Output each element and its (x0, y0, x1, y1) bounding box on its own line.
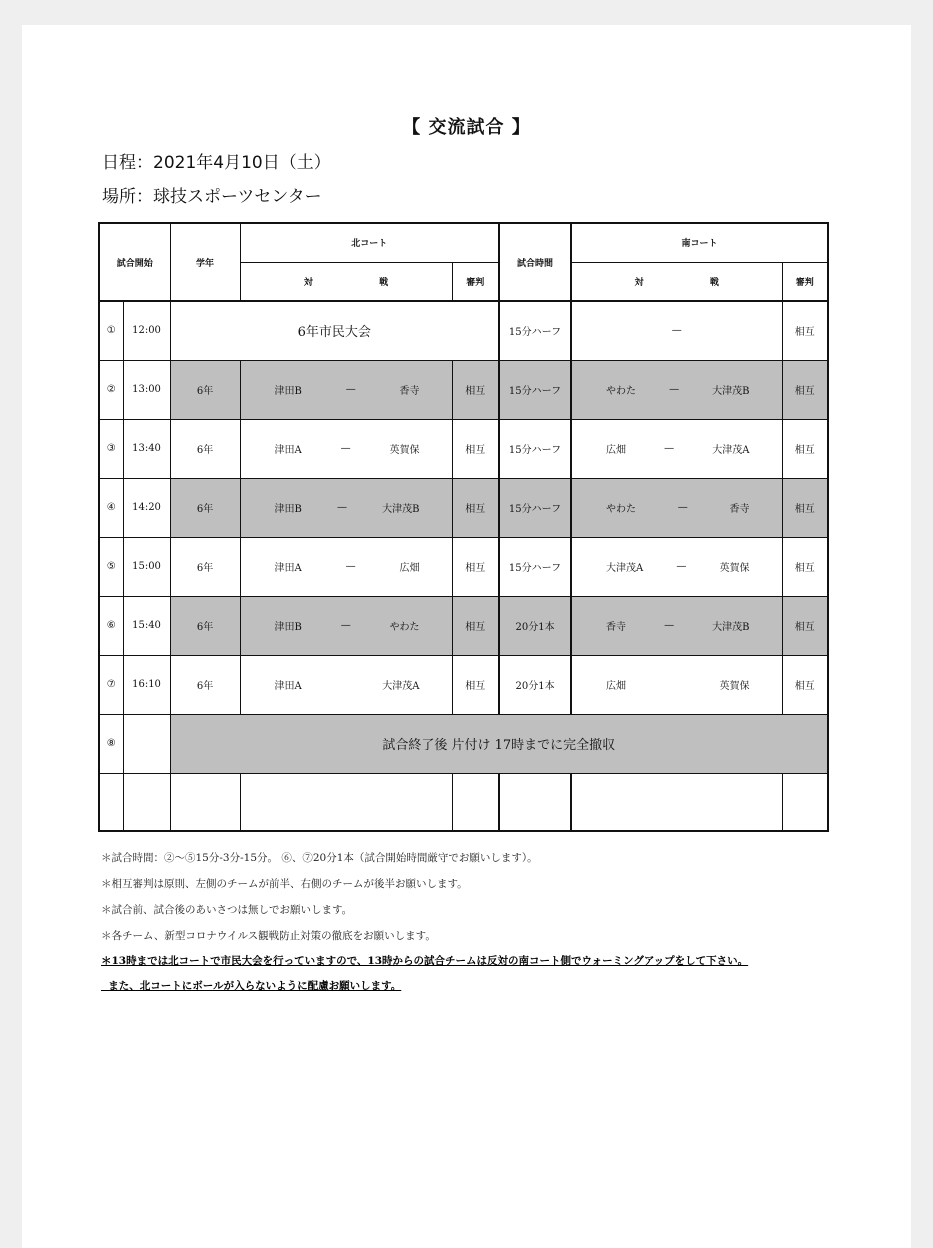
header-grade: 学年 (170, 223, 240, 301)
south-separator: — (669, 384, 680, 395)
empty-cell (782, 773, 828, 831)
north-team-b: 英賀保 (389, 445, 420, 456)
north-event: 6年市民大会 (170, 301, 499, 360)
row-grade: 6年 (170, 419, 240, 478)
row-number: ⑥ (99, 596, 123, 655)
table-row (99, 301, 828, 360)
north-team-b: 大津茂A (382, 681, 420, 692)
empty-cell (571, 773, 782, 831)
south-referee: 相互 (782, 301, 828, 360)
south-matchup (571, 596, 782, 655)
south-team-a: 広畑 (606, 445, 627, 456)
header-north-court: 北コート (240, 223, 499, 262)
south-referee: 相互 (782, 537, 828, 596)
south-team-b: 大津茂A (712, 445, 750, 456)
table-row (99, 478, 828, 537)
north-separator: — (345, 384, 356, 395)
north-referee: 相互 (452, 596, 499, 655)
row-duration: 15分ハーフ (499, 537, 571, 596)
note-referee: ＊相互審判は原則、左側のチームが前半、右側のチームが後半お願いします。 (101, 878, 468, 890)
schedule-table (98, 222, 829, 832)
row-grade: 6年 (170, 537, 240, 596)
north-team-a: 津田A (274, 445, 302, 456)
south-referee: 相互 (782, 419, 828, 478)
header-north-matchup (240, 262, 452, 301)
north-referee: 相互 (452, 655, 499, 714)
north-separator: — (345, 561, 356, 572)
row-number: ② (99, 360, 123, 419)
table-row (99, 714, 828, 773)
table-row (99, 537, 828, 596)
row-grade: 6年 (170, 360, 240, 419)
row-grade: 6年 (170, 478, 240, 537)
row-duration: 20分1本 (499, 596, 571, 655)
south-event: — (571, 301, 782, 360)
south-matchup (571, 360, 782, 419)
south-team-a: 広畑 (606, 681, 627, 692)
table-row (99, 655, 828, 714)
north-separator: — (340, 620, 351, 631)
cleanup-notice: 試合終了後 片付け 17時までに完全撤収 (170, 714, 828, 773)
south-team-b: 英賀保 (719, 681, 750, 692)
north-team-a: 津田B (274, 504, 302, 515)
header-south-matchup (571, 262, 782, 301)
table-row (99, 596, 828, 655)
note-covid: ＊各チーム、新型コロナウイルス観戦防止対策の徹底をお願いします。 (101, 930, 436, 942)
row-number: ④ (99, 478, 123, 537)
north-matchup (240, 596, 452, 655)
south-separator: — (677, 502, 688, 513)
row-duration: 15分ハーフ (499, 478, 571, 537)
header-vs: 対 (303, 277, 313, 288)
north-referee: 相互 (452, 537, 499, 596)
row-duration: 15分ハーフ (499, 301, 571, 360)
row-number: ⑤ (99, 537, 123, 596)
row-number: ⑦ (99, 655, 123, 714)
north-separator: — (337, 502, 348, 513)
north-matchup (240, 655, 452, 714)
row-time: 15:40 (123, 596, 170, 655)
header-north-referee: 審判 (452, 262, 499, 301)
table-row (99, 360, 828, 419)
row-time (123, 714, 170, 773)
row-time: 15:00 (123, 537, 170, 596)
south-separator: — (664, 620, 675, 631)
row-time: 14:20 (123, 478, 170, 537)
row-number: ① (99, 301, 123, 360)
south-team-b: 大津茂B (712, 622, 750, 633)
empty-cell (499, 773, 571, 831)
south-team-b: 英賀保 (719, 563, 750, 574)
north-separator: — (340, 443, 351, 454)
north-team-b: 香寺 (399, 386, 420, 397)
row-grade: 6年 (170, 596, 240, 655)
row-time: 12:00 (123, 301, 170, 360)
north-referee: 相互 (452, 478, 499, 537)
row-time: 13:00 (123, 360, 170, 419)
empty-cell (123, 773, 170, 831)
row-number: ⑧ (99, 714, 123, 773)
header-match-time: 試合時間 (499, 223, 571, 301)
south-team-b: 香寺 (729, 504, 750, 515)
north-matchup (240, 478, 452, 537)
south-team-a: 大津茂A (606, 563, 644, 574)
south-referee: 相互 (782, 478, 828, 537)
north-team-a: 津田A (274, 563, 302, 574)
south-referee: 相互 (782, 655, 828, 714)
empty-cell (452, 773, 499, 831)
empty-cell (170, 773, 240, 831)
header-vs: 対 (634, 277, 644, 288)
north-matchup (240, 419, 452, 478)
south-team-a: やわた (606, 386, 637, 397)
row-duration: 15分ハーフ (499, 419, 571, 478)
note-match-time: ＊試合時間：②～⑤15分-3分-15分。 ⑥、⑦20分1本（試合開始時間厳守でお願いします）。 (101, 852, 538, 864)
empty-cell (240, 773, 452, 831)
south-separator: — (664, 443, 675, 454)
table-row (99, 773, 828, 831)
south-team-a: 香寺 (606, 622, 627, 633)
north-team-a: 津田B (274, 386, 302, 397)
header-battle: 戦 (709, 277, 719, 288)
table-row (99, 419, 828, 478)
south-matchup (571, 419, 782, 478)
header-start: 試合開始 (99, 223, 170, 301)
event-place: 場所：球技スポーツセンター (102, 187, 322, 207)
row-duration: 20分1本 (499, 655, 571, 714)
row-duration: 15分ハーフ (499, 360, 571, 419)
north-team-b: 広畑 (399, 563, 420, 574)
south-referee: 相互 (782, 360, 828, 419)
note-greetings: ＊試合前、試合後のあいさつは無しでお願いします。 (101, 904, 353, 916)
south-separator: — (676, 561, 687, 572)
header-battle: 戦 (379, 277, 389, 288)
north-team-a: 津田B (274, 622, 302, 633)
header-south-referee: 審判 (782, 262, 828, 301)
south-team-a: やわた (606, 504, 637, 515)
header-south-court: 南コート (571, 223, 828, 262)
row-time: 13:40 (123, 419, 170, 478)
north-matchup (240, 537, 452, 596)
north-matchup (240, 360, 452, 419)
row-time: 16:10 (123, 655, 170, 714)
north-team-a: 津田A (274, 681, 302, 692)
row-number: ③ (99, 419, 123, 478)
north-referee: 相互 (452, 419, 499, 478)
north-team-b: 大津茂B (382, 504, 420, 515)
south-matchup (571, 655, 782, 714)
south-team-b: 大津茂B (712, 386, 750, 397)
row-grade: 6年 (170, 655, 240, 714)
north-team-b: やわた (389, 622, 420, 633)
north-referee: 相互 (452, 360, 499, 419)
south-matchup (571, 478, 782, 537)
south-referee: 相互 (782, 596, 828, 655)
document-title: 【 交流試合 】 (402, 117, 531, 138)
note-ball: また、北コートにボールが入らないように配慮お願いします。 (101, 980, 402, 992)
south-matchup (571, 537, 782, 596)
empty-cell (99, 773, 123, 831)
event-date: 日程：2021年4月10日（土） (102, 153, 331, 173)
note-warmup: ＊13時までは北コートで市民大会を行っていますので、13時からの試合チームは反対の南コート側でウォーミングアップをして下さい。 (101, 955, 749, 967)
